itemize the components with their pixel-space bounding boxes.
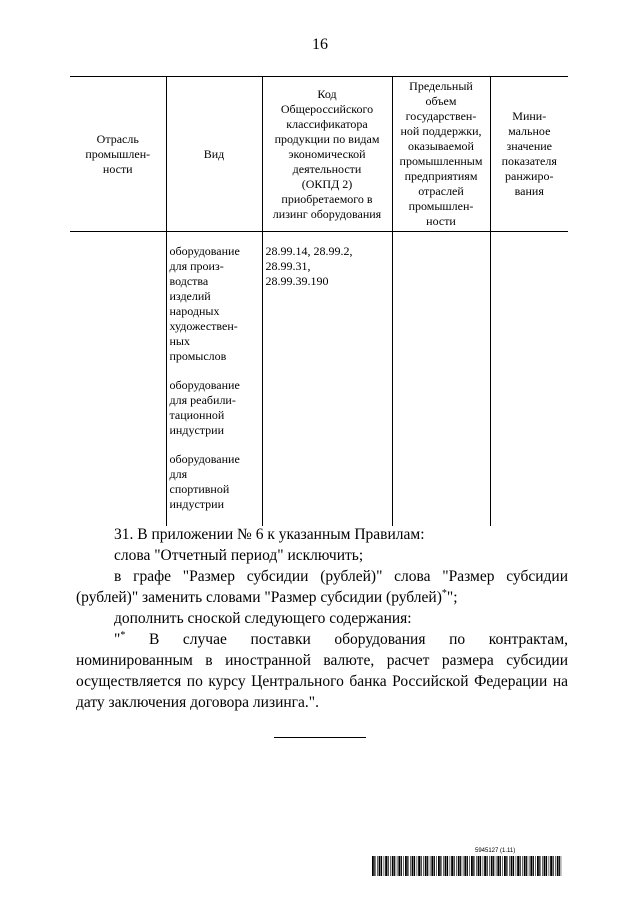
cell-min-value [490,232,568,527]
paragraph-footnote-text: "* В случае поставки оборудования по контрактам, номинированным в иностранной валюте, расчет размера субсидии осуществляется по курсу Центрального банка Российской Федерации на дату заключения договора лизинга.". [76,629,568,711]
table-row [70,232,568,527]
header-okpd-code: Код Общероссийского классификатора продукции по видам экономической деятельности (ОКПД 2) приобретаемого в лизинг оборудования [262,77,392,232]
paragraph-add-footnote: дополнить сноской следующего содержания: [114,610,412,627]
header-min-value: Мини- мальное значение показателя ранжиро- вания [490,77,568,232]
header-type: Вид [166,77,262,232]
amendment-text [76,524,568,713]
closing-rule [274,737,366,738]
table-header-row [70,77,568,232]
paragraph-replace-line1: в графе "Размер субсидии (рублей)" слова "Размер субсидии [114,568,568,585]
paragraph-31: 31. В приложении № 6 к указанным Правилам: [114,526,425,543]
footnote-marker: * [441,587,447,599]
header-support-limit: Предельный объем государствен- ной поддержки, оказываемой промышленным предприятиям отраслей промышлен- ности [392,77,490,232]
cell-industry [70,232,166,527]
page-number: 16 [312,36,328,53]
type-folk-crafts: оборудование для произ- водства изделий народных художествен- ных промыслов [169,244,240,363]
cell-limit [392,232,490,527]
paragraph-replace-line2: (рублей)" заменить словами "Размер субсидии (рублей)*"; [76,587,458,606]
barcode-icon [372,856,562,876]
header-industry: Отрасль промышлен- ности [70,77,166,232]
industry-table [70,76,568,526]
footnote-marker: * [120,629,126,641]
cell-codes [262,232,392,527]
barcode-label: 5945127 (1.11) [475,848,516,854]
type-rehabilitation: оборудование для реабили- тационной индустрии [169,378,240,437]
paragraph-remove-words: слова "Отчетный период" исключить; [114,547,364,564]
cell-type [166,232,262,527]
type-sports: оборудование для спортивной индустрии [169,452,240,511]
okpd-codes: 28.99.14, 28.99.2, 28.99.31, 28.99.39.190 [265,244,353,288]
